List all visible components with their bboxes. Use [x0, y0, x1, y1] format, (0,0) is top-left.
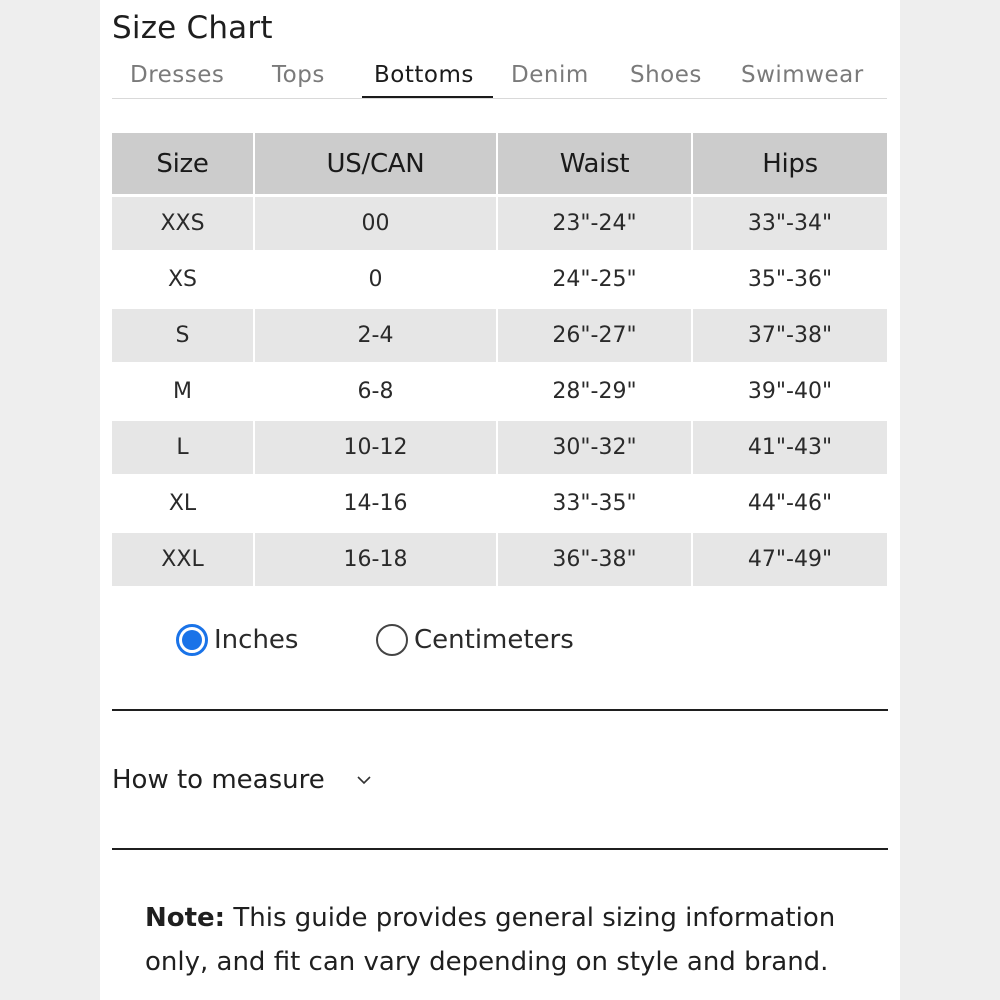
us-can-cell: 6-8: [254, 364, 497, 420]
size-cell: XXL: [112, 532, 254, 588]
column-header-waist: Waist: [497, 133, 692, 196]
table-row: [112, 476, 887, 532]
sizing-note: [145, 896, 865, 984]
waist-cell: 36"-38": [497, 532, 692, 588]
category-tabs: [112, 60, 887, 99]
us-can-cell: 16-18: [254, 532, 497, 588]
divider: [112, 848, 888, 850]
tab-tops[interactable]: Tops: [272, 62, 325, 88]
inches-radio[interactable]: [176, 624, 298, 656]
inches-label: Inches: [214, 625, 299, 655]
tab-dresses[interactable]: Dresses: [130, 62, 225, 88]
hips-cell: 44"-46": [692, 476, 887, 532]
centimeters-label: Centimeters: [414, 625, 574, 655]
table-row: [112, 252, 887, 308]
waist-cell: 26"-27": [497, 308, 692, 364]
note-text: This guide provides general sizing information only, and fit can vary depending on style and brand.: [145, 903, 836, 977]
us-can-cell: 10-12: [254, 420, 497, 476]
size-cell: S: [112, 308, 254, 364]
hips-cell: 39"-40": [692, 364, 887, 420]
chevron-down-icon: [357, 775, 371, 785]
table-row: [112, 364, 887, 420]
size-cell: L: [112, 420, 254, 476]
centimeters-radio[interactable]: [376, 624, 574, 656]
tab-denim[interactable]: Denim: [511, 62, 589, 88]
divider: [112, 709, 888, 711]
waist-cell: 23"-24": [497, 196, 692, 252]
table-header-row: [112, 133, 887, 196]
size-cell: XL: [112, 476, 254, 532]
table-row: [112, 532, 887, 588]
us-can-cell: 00: [254, 196, 497, 252]
size-cell: XXS: [112, 196, 254, 252]
us-can-cell: 14-16: [254, 476, 497, 532]
table-row: [112, 196, 887, 252]
how-to-measure-toggle[interactable]: [112, 760, 371, 800]
hips-cell: 35"-36": [692, 252, 887, 308]
size-cell: XS: [112, 252, 254, 308]
active-tab-indicator: [362, 96, 493, 98]
tab-bottoms[interactable]: Bottoms: [374, 62, 474, 88]
page-title: Size Chart: [112, 10, 273, 46]
waist-cell: 24"-25": [497, 252, 692, 308]
note-heading: Note:: [145, 903, 226, 933]
table-row: [112, 308, 887, 364]
size-cell: M: [112, 364, 254, 420]
hips-cell: 33"-34": [692, 196, 887, 252]
waist-cell: 33"-35": [497, 476, 692, 532]
radio-checked-icon: [176, 624, 208, 656]
us-can-cell: 0: [254, 252, 497, 308]
size-table: [112, 133, 887, 589]
hips-cell: 47"-49": [692, 532, 887, 588]
us-can-cell: 2-4: [254, 308, 497, 364]
column-header-size: Size: [112, 133, 254, 196]
size-chart-panel: [100, 0, 900, 1000]
column-header-hips: Hips: [692, 133, 887, 196]
how-to-measure-label: How to measure: [112, 765, 325, 795]
radio-unchecked-icon: [376, 624, 408, 656]
tab-swimwear[interactable]: Swimwear: [741, 62, 864, 88]
hips-cell: 41"-43": [692, 420, 887, 476]
table-row: [112, 420, 887, 476]
column-header-us-can: US/CAN: [254, 133, 497, 196]
waist-cell: 28"-29": [497, 364, 692, 420]
tab-shoes[interactable]: Shoes: [630, 62, 702, 88]
waist-cell: 30"-32": [497, 420, 692, 476]
hips-cell: 37"-38": [692, 308, 887, 364]
